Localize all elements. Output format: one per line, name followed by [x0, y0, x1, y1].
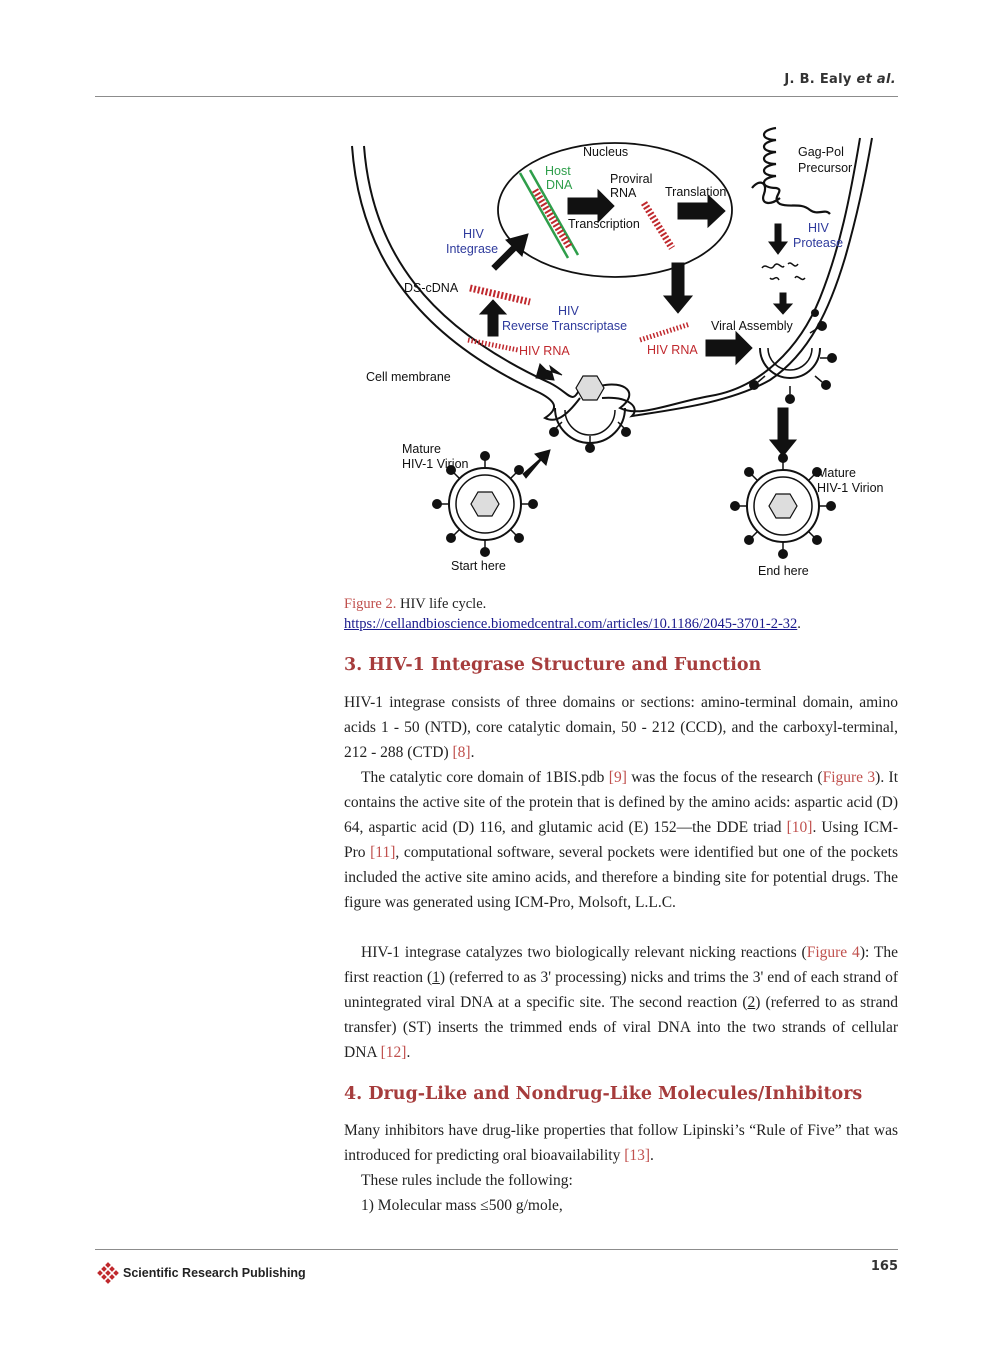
- s3p2-b: was the focus of the research (: [626, 769, 823, 786]
- label-mature-left-1: Mature: [402, 442, 441, 456]
- figure-caption: [344, 594, 904, 634]
- page-number: 165: [870, 1259, 898, 1274]
- label-hiv-integrase-2: Integrase: [446, 242, 499, 256]
- label-gag-pol-2: Precursor: [798, 161, 853, 175]
- label-hiv-protease-1: HIV: [808, 221, 829, 235]
- s3p3-c: ) (referred to as 3' processing) nicks and trims the 3' end of each strand of unintegrated viral DNA at a specific site. The second reaction (: [344, 969, 899, 1011]
- figure-3-link[interactable]: Figure 3: [822, 769, 876, 786]
- label-hiv-rt-2: Reverse Transcriptase: [502, 319, 628, 333]
- figure-4-link[interactable]: Figure 4: [806, 944, 860, 961]
- reaction-1-link[interactable]: 1: [432, 969, 440, 986]
- section-3-paragraph-2: [344, 765, 898, 915]
- label-hiv-rna-right: HIV RNA: [647, 343, 698, 357]
- reaction-2-link[interactable]: 2: [747, 994, 756, 1011]
- label-host-dna-2: DNA: [546, 178, 573, 192]
- label-mature-right-2: HIV-1 Virion: [817, 481, 884, 495]
- label-proviral-1: Proviral: [610, 172, 653, 186]
- ref-9[interactable]: [9]: [608, 769, 627, 786]
- ref-8[interactable]: [8]: [452, 744, 471, 761]
- label-hiv-rt-1: HIV: [558, 304, 579, 318]
- s3p2-e: , computational software, several pockets were identified but one of the pockets included the active site amino acids, and therefore a binding site for potential drugs. The figure was generated using ICM-Pro, Molsoft, L.L.C.: [344, 844, 898, 911]
- s3p3-d: ) (referred to as strand transfer) (ST) inserts the trimmed ends of viral DNA into the two strands of cellular DNA: [344, 994, 898, 1061]
- protease-fragments: [762, 263, 805, 280]
- s3p3-a: HIV-1 integrase catalyzes two biologically relevant nicking reactions (: [361, 944, 807, 961]
- section-3-paragraph-3: [344, 940, 898, 1065]
- s3p2-c: ). It contains the active site of the protein that is defined by the amino acids: aspartic acid (D) 64, aspartic acid (D) 116, and glutamic acid (E) 152—the DDE triad: [344, 769, 899, 836]
- label-hiv-protease-2: Protease: [793, 236, 844, 250]
- ref-10[interactable]: [10]: [786, 819, 813, 836]
- s3p2-d: . Using ICM-Pro: [344, 819, 898, 861]
- publisher-name: Scientific Research Publishing: [123, 1266, 306, 1280]
- ref-12[interactable]: [12]: [380, 1044, 407, 1061]
- s3p1-end: .: [470, 744, 475, 761]
- s3p2-a: The catalytic core domain of 1BIS.pdb: [361, 769, 609, 786]
- running-header: [784, 72, 896, 87]
- label-viral-assembly: Viral Assembly: [711, 319, 793, 333]
- hiv-rna-left: [468, 340, 518, 350]
- label-mature-left-2: HIV-1 Virion: [402, 457, 469, 471]
- publisher-logo: [97, 1262, 306, 1284]
- label-host-dna-1: Host: [545, 164, 571, 178]
- entry-virion: [549, 376, 631, 453]
- footer-rule: [95, 1249, 898, 1250]
- s4p1-text: Many inhibitors have drug-like properties that follow Lipinski’s “Rule of Five” that was introduced for predicting oral bioavailability: [344, 1122, 898, 1164]
- label-hiv-rna-left: HIV RNA: [519, 344, 570, 358]
- caption-link[interactable]: https://cellandbioscience.biomedcentral.com/articles/10.1186/2045-3701-2-32: [344, 616, 798, 632]
- hiv-rna-right: [640, 324, 690, 340]
- label-cell-membrane: Cell membrane: [366, 370, 451, 384]
- figure-arrows: [480, 190, 796, 478]
- header-author-name: J. B. Ealy: [784, 72, 852, 87]
- section-4-heading: 4. Drug-Like and Nondrug-Like Molecules/Inhibitors: [344, 1084, 863, 1104]
- label-gag-pol-1: Gag-Pol: [798, 145, 844, 159]
- s3p3-e: .: [406, 1044, 411, 1061]
- section-3-paragraph-1: [344, 690, 898, 765]
- ref-13[interactable]: [13]: [624, 1147, 651, 1164]
- caption-label: Figure 2.: [344, 596, 397, 612]
- section-3-heading: 3. HIV-1 Integrase Structure and Function: [344, 655, 762, 675]
- label-hiv-integrase-1: HIV: [463, 227, 484, 241]
- caption-end: .: [797, 616, 801, 632]
- proviral-rna: [644, 203, 672, 248]
- section-4-paragraph-2: These rules include the following:: [361, 1172, 573, 1189]
- header-etal: et al.: [856, 72, 896, 87]
- s4p1-end: .: [650, 1147, 654, 1164]
- label-nucleus: Nucleus: [583, 145, 629, 159]
- header-rule: [95, 96, 898, 97]
- caption-text: HIV life cycle.: [396, 596, 487, 612]
- publisher-logo-icon: [97, 1262, 119, 1284]
- label-start-here: Start here: [451, 559, 506, 573]
- ds-cdna: [470, 288, 530, 302]
- hiv-life-cycle-figure: [340, 118, 900, 588]
- ref-11[interactable]: [11]: [370, 844, 396, 861]
- section-4-paragraph-1: [344, 1118, 898, 1168]
- label-mature-right-1: Mature: [817, 466, 856, 480]
- rule-item-1: 1) Molecular mass ≤500 g/mole,: [361, 1197, 563, 1214]
- label-proviral-2: RNA: [610, 186, 637, 200]
- label-ds-cdna: DS-cDNA: [404, 281, 459, 295]
- label-transcription: Transcription: [568, 217, 640, 231]
- s3p1-text: HIV-1 integrase consists of three domains or sections: amino-terminal domain, amino acids 1 - 50 (NTD), core catalytic domain, 50 - 212 (CCD), and the carboxyl-terminal, 212 - 288 (CTD): [344, 694, 898, 761]
- s3p3-b: ): The first reaction (: [344, 944, 898, 986]
- label-end-here: End here: [758, 564, 809, 578]
- label-translation: Translation: [665, 185, 727, 199]
